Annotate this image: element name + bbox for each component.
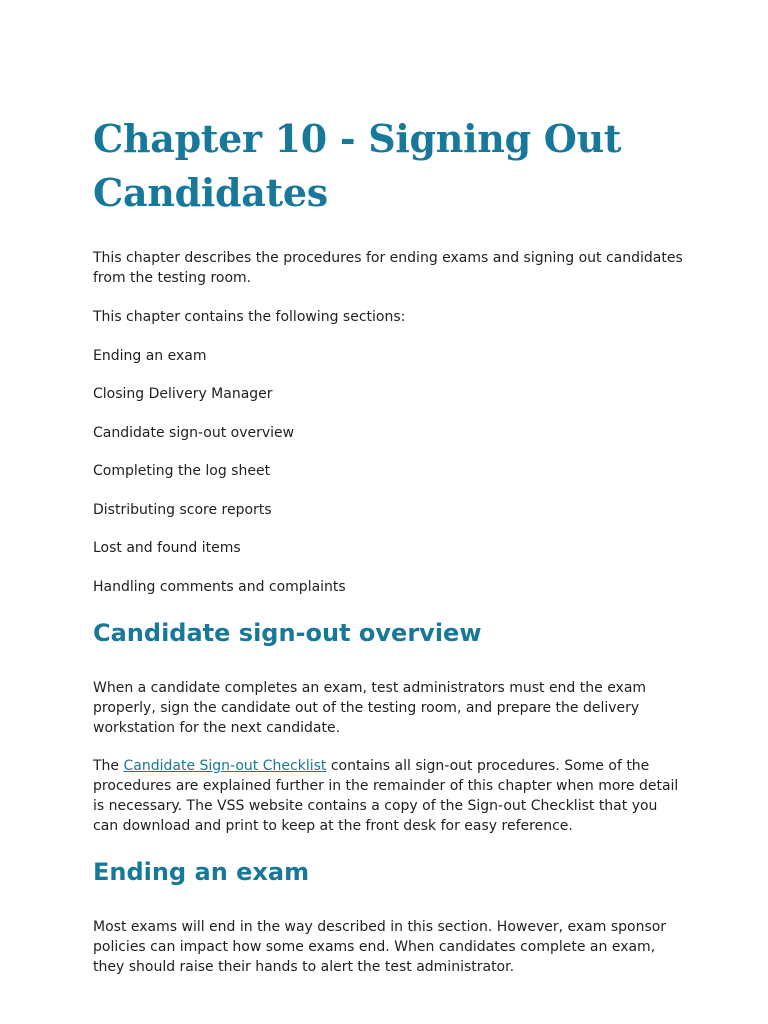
overview-heading: Candidate sign-out overview	[93, 619, 482, 647]
list-item: Candidate sign-out overview	[93, 425, 295, 441]
list-item: Handling comments and complaints	[93, 579, 346, 595]
intro-paragraph: This chapter describes the procedures for ending exams and signing out candidates from the testing room.	[93, 250, 683, 286]
overview-paragraph-1: When a candidate completes an exam, test administrators must end the exam properly, sign the candidate out of the testing room, and prepare the delivery workstation for the next candidate.	[93, 680, 647, 736]
paragraph-text: contains all sign-out procedures. Some of the procedures are explained further in the remainder of this chapter when more detail is necessary. The VSS website contains a copy of the Sign-out Checklist that you can download and print to keep at the front desk for easy reference.	[93, 758, 679, 834]
list-item: Completing the log sheet	[93, 463, 271, 479]
ending-heading: Ending an exam	[93, 858, 310, 886]
list-item: Distributing score reports	[93, 502, 272, 518]
list-item: Ending an exam	[93, 348, 207, 364]
ending-paragraph-1: Most exams will end in the way described in this section. However, exam sponsor policies can impact how some exams end. When candidates complete an exam, they should raise their hands to alert the test administrator.	[93, 919, 667, 975]
list-item: Closing Delivery Manager	[93, 386, 273, 402]
chapter-title: Chapter 10 - Signing Out Candidates	[93, 116, 622, 215]
list-item: Lost and found items	[93, 540, 241, 556]
sections-intro: This chapter contains the following sections:	[93, 309, 406, 325]
overview-paragraph-2	[93, 756, 683, 836]
checklist-link[interactable]: Candidate Sign-out Checklist	[123, 758, 327, 774]
paragraph-text: The	[93, 758, 124, 774]
